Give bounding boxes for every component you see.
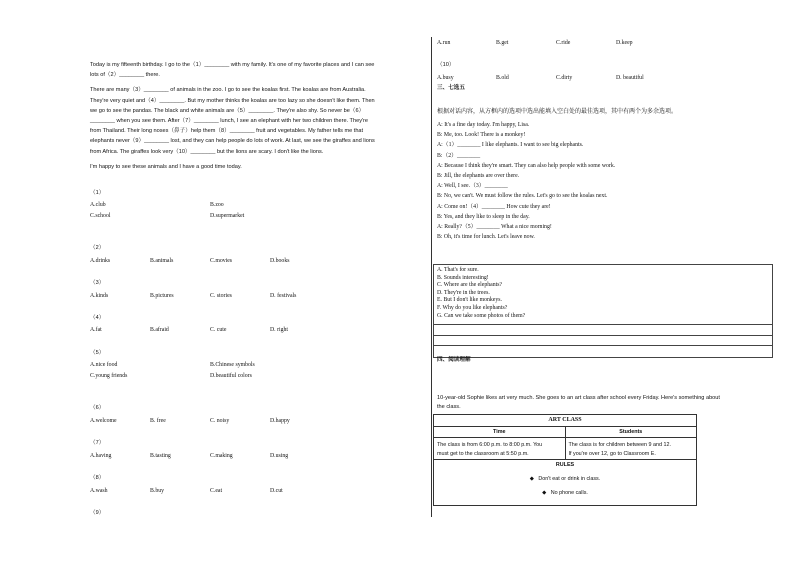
passage-line: lots of（2）________ there.: [90, 72, 160, 79]
dialogue-line: B: Yes, and they like to sleep in the day.: [437, 213, 530, 220]
option-a[interactable]: A.welcome: [90, 418, 117, 424]
question-number: （5）: [90, 350, 105, 356]
students-cell: [565, 438, 697, 460]
reading-intro-line: 10-year-old Sophie likes art very much. She goes to an art class after school every Friday. Here's something about: [437, 395, 720, 401]
option-a[interactable]: A.busy: [437, 75, 454, 81]
choice-item: A. That's for sure.: [437, 267, 479, 273]
option-b[interactable]: B.tasting: [150, 453, 171, 459]
dialogue-line: B:（2）________: [437, 152, 481, 159]
option-c[interactable]: C.young friends: [90, 373, 128, 379]
students-line: If you're over 12, go to Classroom E.: [568, 450, 656, 457]
choice-item: G. Can we take some photos of them?: [437, 312, 526, 319]
reading-intro-line: the class.: [437, 404, 461, 410]
dialogue-line: B: Me, too. Look! There is a monkey!: [437, 132, 526, 139]
answer-line: [433, 324, 772, 325]
option-b[interactable]: B. free: [150, 418, 166, 424]
section-instruction: 根据对话内容，从方框内的选项中选出能填入空白处的最佳选项，其中有两个为多余选项。: [437, 109, 678, 115]
option-d[interactable]: D.beautiful colors: [210, 373, 252, 379]
question-number: （6）: [90, 405, 105, 411]
option-d[interactable]: D.books: [270, 258, 290, 264]
option-d[interactable]: D.supermarket: [210, 213, 245, 219]
diamond-bullet-icon: ◆: [529, 475, 534, 482]
passage-line: from Africa. The giraffes look very（10）________ but the lions are scary. I don't like the lions.: [90, 148, 324, 155]
answer-line: [433, 345, 772, 346]
option-a[interactable]: A.wash: [90, 488, 108, 494]
option-c[interactable]: C. stories: [210, 293, 232, 299]
choice-item: B. Sounds interesting!: [437, 274, 489, 281]
option-d[interactable]: D.using: [270, 453, 289, 459]
rule-text: Don't eat or drink in class.: [538, 475, 601, 482]
passage-line: Today is my fifteenth birthday. I go to the（1）________ with my family. It's one of my favorite places and I can see: [90, 62, 375, 68]
question-number: （4）: [90, 315, 105, 321]
dialogue-line: A: It's a fine day today. I'm happy, Lisa.: [437, 122, 530, 128]
art-class-title: ART CLASS: [434, 415, 697, 427]
students-header: Students: [565, 426, 697, 438]
option-a[interactable]: A.drinks: [90, 258, 111, 264]
dialogue-line: A: Really?（5）________ What a nice morning!: [437, 224, 552, 231]
question-number: （8）: [90, 475, 105, 481]
passage-line: ________ when you see them. After（7）________ lunch, I see an elephant with her two children there. They're: [90, 118, 369, 125]
option-c[interactable]: C. noisy: [210, 418, 230, 424]
time-line: must get to the classroom at 5:50 p.m.: [437, 450, 529, 457]
option-a[interactable]: A.having: [90, 453, 112, 459]
question-number: （2）: [90, 245, 105, 251]
option-b[interactable]: B.pictures: [150, 293, 174, 299]
option-c[interactable]: C.eat: [210, 488, 223, 494]
option-b[interactable]: B.zoo: [210, 202, 224, 208]
question-number: （1）: [90, 190, 105, 196]
option-c[interactable]: C.movies: [210, 258, 233, 264]
dialogue-line: B: Oh, it's time for lunch. Let's leave now.: [437, 234, 535, 241]
time-header: Time: [434, 426, 566, 438]
choices-list: [437, 267, 525, 320]
passage-line: There are many（3）________ of animals in the zoo. I go to see the koalas first. The koalas are from Australia.: [90, 87, 366, 94]
time-cell: [434, 438, 566, 460]
dialogue-line: A: Well, I see.（3）________: [437, 183, 508, 190]
column-divider: [431, 37, 432, 517]
rule-item: [437, 475, 693, 484]
time-line: The class is from 6:00 p.m. to 8:00 p.m. You: [437, 442, 543, 449]
option-d[interactable]: D. beautiful: [616, 75, 644, 81]
dialogue-line: B: No, we can't. We must follow the rules. Let's go to see the koalas next.: [437, 193, 608, 200]
question-number: （10）: [437, 62, 455, 68]
cloze-passage: [90, 60, 375, 172]
section-title: 四、阅读理解: [437, 357, 471, 363]
option-b[interactable]: B.animals: [150, 258, 174, 264]
passage-line: from Thailand. Their long noses（鼻子）help them（8）________ fruit and vegetables. My father tells me that: [90, 128, 364, 135]
option-a[interactable]: A.kinds: [90, 293, 109, 299]
question-number: （9）: [90, 510, 105, 516]
dialogue: [437, 120, 615, 242]
passage-line: I'm happy to see these animals and I have a good time today.: [90, 163, 242, 170]
rule-item: [437, 489, 693, 498]
section-title: 三、七选五: [437, 85, 465, 91]
dialogue-line: A: Because I think they're smart. They can also help people with some work.: [437, 162, 616, 169]
option-b[interactable]: B.old: [496, 75, 509, 81]
art-class-table: [433, 414, 697, 506]
rules-title: RULES: [555, 462, 575, 469]
option-b[interactable]: B.Chinese symbols: [210, 362, 255, 368]
option-b[interactable]: B.buy: [150, 488, 165, 494]
option-b[interactable]: B.get: [496, 40, 509, 46]
students-line: The class is for children between 9 and 12.: [568, 442, 671, 449]
option-c[interactable]: C.dirty: [556, 75, 573, 81]
choice-item: D. They're in the trees.: [437, 289, 490, 296]
option-d[interactable]: D.keep: [616, 40, 633, 46]
option-a[interactable]: A.nice food: [90, 362, 118, 368]
option-a[interactable]: A.run: [437, 40, 451, 46]
option-c[interactable]: C.ride: [556, 40, 571, 46]
choice-item: C. Where are the elephants?: [437, 282, 503, 289]
option-a[interactable]: A.fat: [90, 327, 102, 333]
option-b[interactable]: B.afraid: [150, 327, 169, 333]
answer-line: [433, 335, 772, 336]
option-d[interactable]: D.happy: [270, 418, 290, 424]
passage-line: They're very quiet and（4）________. But my mother thinks the koalas are too lazy so she doesn't like them. Then: [90, 97, 375, 104]
dialogue-line: A:（1）________ I like elephants. I want to see big elephants.: [437, 142, 584, 149]
choice-item: F. Why do you like elephants?: [437, 304, 508, 311]
reading-intro: [437, 394, 720, 412]
dialogue-line: A: Come on!（4）________ How cute they are!: [437, 203, 551, 210]
rules-cell: [434, 460, 697, 506]
option-d[interactable]: D. right: [270, 327, 289, 333]
option-c[interactable]: C.making: [210, 453, 233, 459]
option-c[interactable]: C.school: [90, 213, 111, 219]
option-d[interactable]: D. festivals: [270, 293, 297, 299]
choice-item: E. But I don't like monkeys.: [437, 297, 502, 304]
option-d[interactable]: D.cut: [270, 488, 283, 494]
option-c[interactable]: C. cute: [210, 327, 227, 333]
question-number: （7）: [90, 440, 105, 446]
option-a[interactable]: A.club: [90, 202, 106, 208]
diamond-bullet-icon: ◆: [542, 489, 547, 496]
dialogue-line: B: Jill, the elephants are over there.: [437, 173, 520, 180]
question-number: （3）: [90, 280, 105, 286]
rule-text: No phone calls.: [550, 489, 588, 496]
passage-line: elephants never（9）________ lost, and they can help people do lots of work. At last, we see the giraffes and lions: [90, 138, 375, 145]
passage-line: we go to see the pandas. The black and white animals are（5）________. They're also shy. So never be（6）: [90, 107, 365, 114]
